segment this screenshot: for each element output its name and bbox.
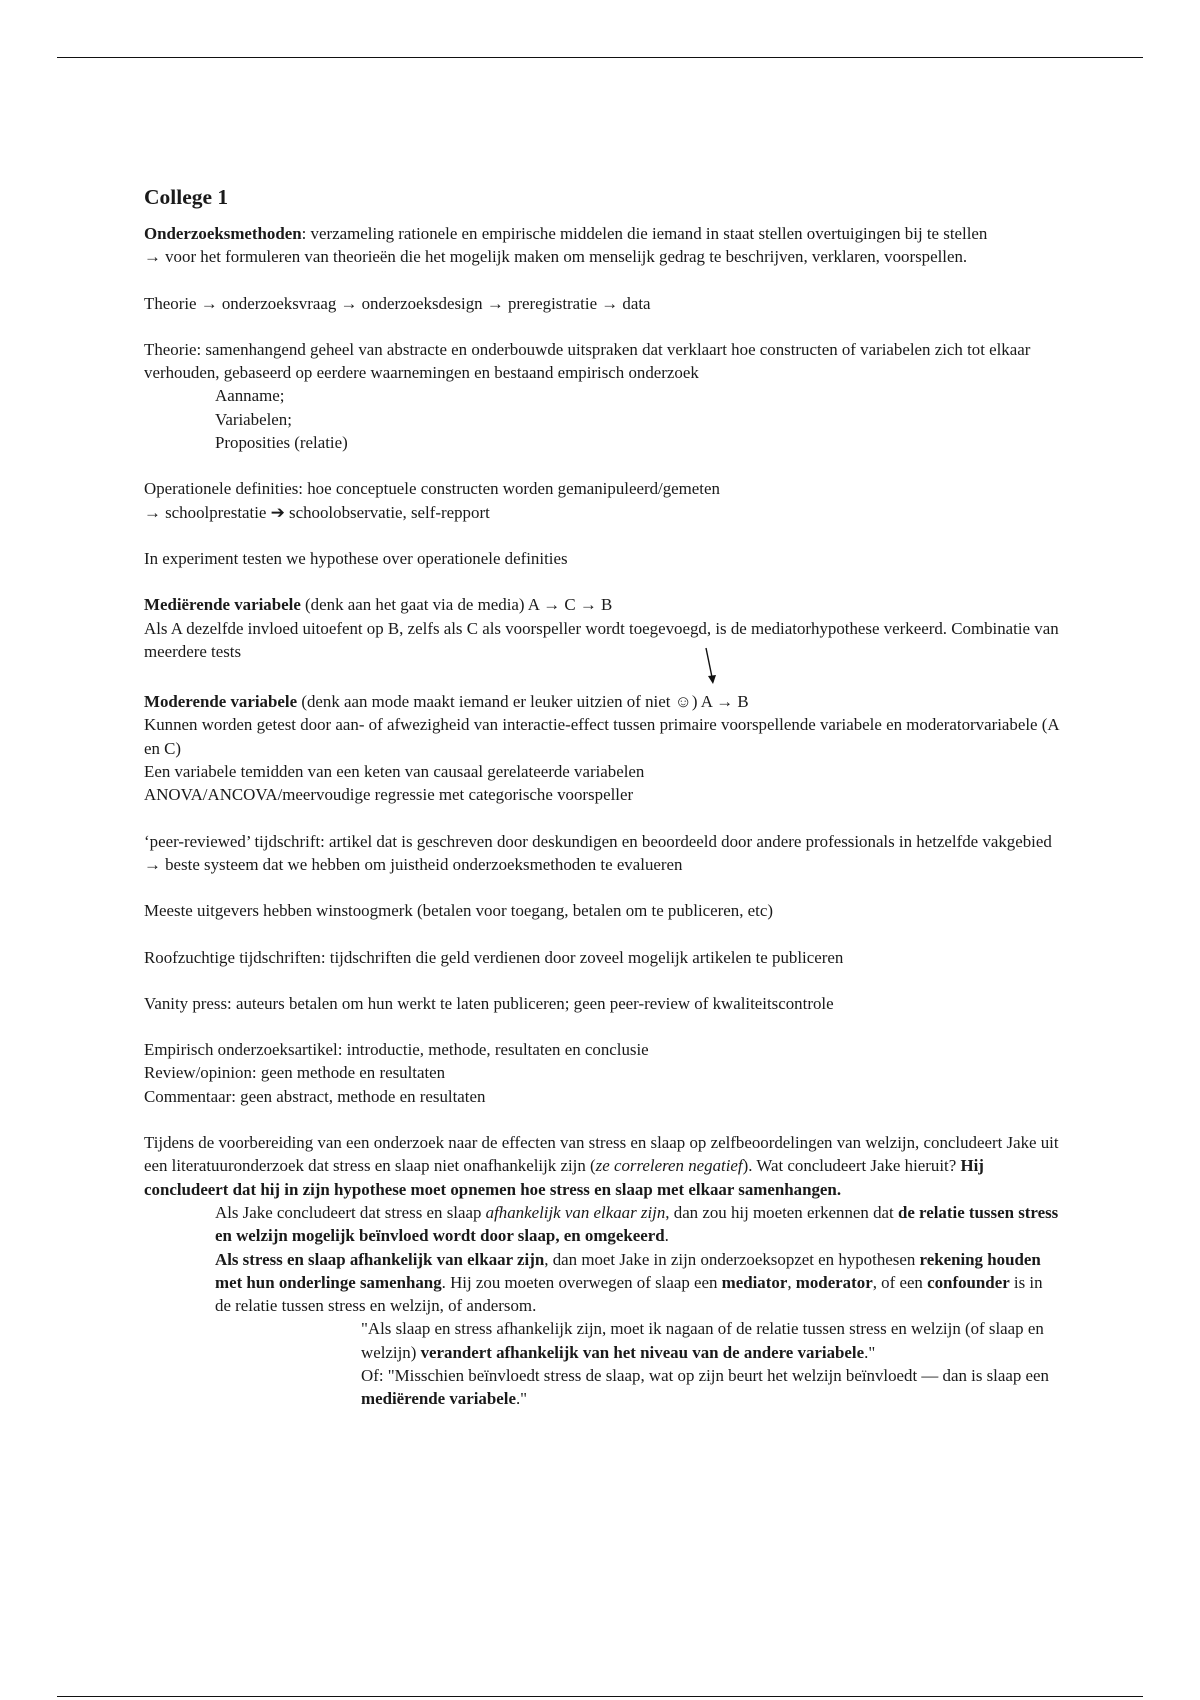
paragraph-moderator-test: Kunnen worden getest door aan- of afwezigheid van interactie-effect tussen primaire voorspellende variabele en moderatorvariabele (A en C)	[144, 715, 1059, 758]
list-item: Variabelen;	[215, 409, 292, 429]
paragraph-uitgevers: Meeste uitgevers hebben winstoogmerk (betalen voor toegang, betalen om te publiceren, etc)	[144, 901, 773, 921]
paragraph-vanity-press: Vanity press: auteurs betalen om hun werkt te laten publiceren; geen peer-review of kwaliteitscontrole	[144, 993, 834, 1013]
list-item: Aanname;	[215, 386, 285, 406]
paragraph-mediator: Mediërende variabele (denk aan het gaat via de media) A → C → B	[144, 595, 613, 615]
paragraph-operationeel: Operationele definities: hoe conceptuele constructen worden gemanipuleerd/gemeten	[144, 479, 720, 499]
paragraph-theorie: Theorie: samenhangend geheel van abstracte en onderbouwde uitspraken dat verklaart hoe constructen of variabelen zich tot elkaar verhouden, gebaseerd op eerdere waarnemingen en bestaand empirisch onderzoek	[144, 339, 1031, 383]
paragraph-moderator-analyse: ANOVA/ANCOVA/meervoudige regressie met categorische voorspeller	[144, 785, 634, 805]
paragraph-peer-review: ‘peer-reviewed’ tijdschrift: artikel dat is geschreven door deskundigen en beoordeeld door andere professionals in hetzelfde vakgebied	[144, 831, 1052, 851]
list-item: Proposities (relatie)	[215, 433, 348, 453]
paragraph-onderzoeksmethoden: Onderzoeksmethoden: verzameling rationele en empirische middelen die iemand in staat stellen overtuigingen bij te stellen	[144, 224, 988, 243]
list-item: Empirisch onderzoeksartikel: introductie, methode, resultaten en conclusie	[144, 1040, 649, 1060]
paragraph-moderator: Moderende variabele (denk aan mode maakt iemand er leuker uitzien of niet ☺) A → B	[144, 690, 1062, 713]
paragraph-casus: Tijdens de voorbereiding van een onderzoek naar de effecten van stress en slaap op zelfbeoordelingen van welzijn, concludeert Jake uit een literatuuronderzoek dat stress en slaap niet onafhankelijk zijn (ze correleren negatief). Wat concludeert Jake hieruit? Hij concludeert dat hij in zijn hypothese moet opnemen hoe stress en slaap met elkaar samenhangen.	[144, 1133, 1059, 1199]
paragraph-moderator-keten: Een variabele temidden van een keten van causaal gerelateerde variabelen	[144, 762, 645, 782]
list-item: Review/opinion: geen methode en resultaten	[144, 1063, 446, 1083]
paragraph-peer-review-evaluatie: → beste systeem dat we hebben om juistheid onderzoeksmethoden te evalueren	[144, 854, 683, 874]
paragraph-operationeel-voorbeeld: → schoolprestatie ➔ schoolobservatie, self-repport	[144, 502, 490, 522]
list-item: Commentaar: geen abstract, methode en resultaten	[144, 1086, 486, 1106]
page-title: College 1	[144, 185, 229, 209]
down-arrow-icon	[702, 646, 726, 690]
quote-mediator: Of: "Misschien beïnvloedt stress de slaap, wat op zijn beurt het welzijn beïnvloedt — dan is slaap een mediërende variabele."	[361, 1365, 1049, 1409]
paragraph-casus-afhankelijk: Als Jake concludeert dat stress en slaap afhankelijk van elkaar zijn, dan zou hij moeten erkennen dat de relatie tussen stress en welzijn mogelijk beïnvloed wordt door slaap, en omgekeerd.	[215, 1202, 1059, 1246]
paragraph-mediator-uitleg: Als A dezelfde invloed uitoefent op B, zelfs als C als voorspeller wordt toegevoegd, is de mediatorhypothese verkeerd. Combinatie van meerdere tests	[144, 618, 1059, 661]
quote-moderator: "Als slaap en stress afhankelijk zijn, moet ik nagaan of de relatie tussen stress en welzijn (of slaap en welzijn) verandert afhankelijk van het niveau van de andere variabele."	[361, 1319, 1044, 1362]
paragraph-roofzuchtig: Roofzuchtige tijdschriften: tijdschriften die geld verdienen door zoveel mogelijk artikelen te publiceren	[144, 947, 844, 967]
header-rule	[57, 57, 1143, 58]
document-body	[144, 184, 1062, 1411]
paragraph-onderzoeksmethoden-doel: → voor het formuleren van theorieën die het mogelijk maken om menselijk gedrag te beschrijven, verklaren, voorspellen.	[144, 247, 968, 267]
paragraph-casus-onderzoeksopzet: Als stress en slaap afhankelijk van elkaar zijn, dan moet Jake in zijn onderzoeksopzet en hypothesen rekening houden met hun onderlinge samenhang. Hij zou moeten overwegen of slaap een mediator, moderator, of een confounder is in de relatie tussen stress en welzijn, of andersom.	[215, 1249, 1043, 1316]
moderator-arrow-annotation: → B	[716, 690, 748, 713]
paragraph-flow: Theorie → onderzoeksvraag → onderzoeksdesign → preregistratie → data	[144, 293, 651, 313]
footer-rule	[57, 1696, 1143, 1697]
paragraph-experiment: In experiment testen we hypothese over operationele definities	[144, 548, 568, 568]
